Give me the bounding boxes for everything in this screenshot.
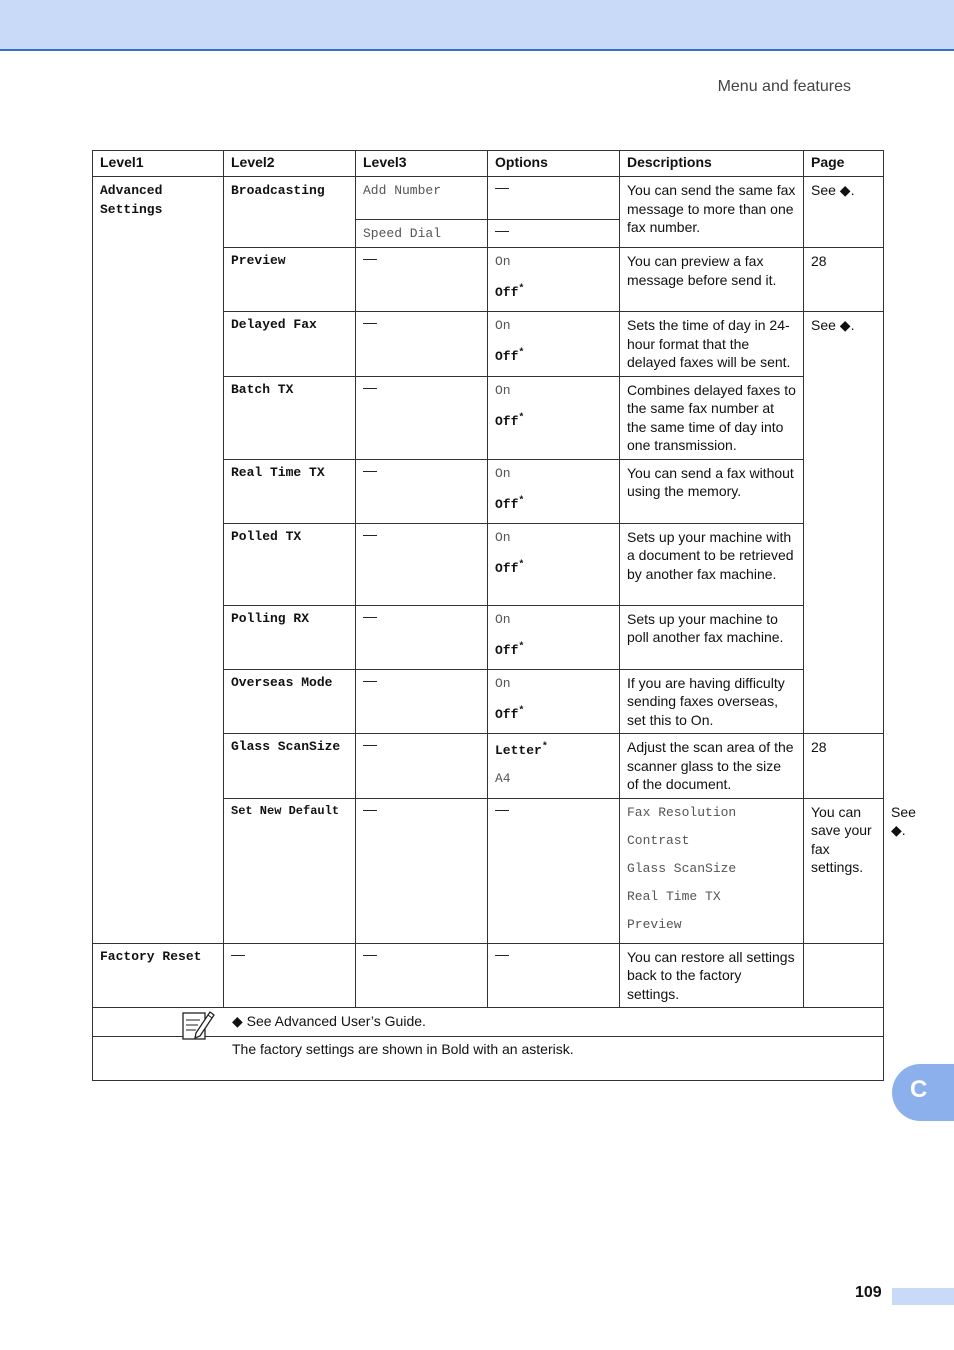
menu-table [92, 150, 916, 1081]
col-header: Level2 [224, 151, 356, 177]
level3-add-number: Add Number [363, 183, 442, 198]
level1-set-new-default: Set New Default [231, 803, 340, 818]
col-header: Level3 [356, 151, 488, 177]
level2-overseas-mode: Overseas Mode [231, 674, 333, 690]
col-header: Page [804, 151, 884, 177]
table-row [93, 943, 884, 1008]
page-glass-scansize: 28 [811, 739, 827, 755]
option-on: On [495, 529, 511, 545]
page-number: 109 [855, 1284, 882, 1301]
level2-polling-rx: Polling RX [231, 610, 310, 626]
default-asterisk: * [518, 705, 525, 717]
option-off-text: Off [495, 285, 519, 300]
desc-glass-scansize: Adjust the scan area of the scanner glass to the size of the document. [627, 739, 794, 792]
desc-broadcasting: You can send the same fax message to more than one fax number. [627, 182, 796, 235]
option-off-default [495, 405, 612, 436]
level3-dash: — [363, 945, 377, 962]
option-off-text: Off [495, 496, 519, 512]
note-row [93, 1037, 884, 1081]
page-number-bar [892, 1288, 954, 1305]
option-contrast: Contrast [627, 832, 690, 848]
desc-preview: You can preview a fax message before send it. [627, 253, 777, 288]
page-set-new-default: See ◆. [891, 803, 916, 838]
note-text: The factory settings are shown in Bold with an asterisk. [232, 1041, 574, 1057]
level3-dash: — [363, 671, 377, 688]
col-header: Descriptions [620, 151, 804, 177]
level3-dash: — [363, 525, 377, 542]
page-preview: 28 [811, 253, 827, 269]
option-on: On [495, 254, 511, 269]
col-header: Level1 [93, 151, 224, 177]
option-off-text: Off [495, 413, 519, 429]
option-off-default [495, 488, 612, 519]
desc-set-new-default: You can save your fax settings. [811, 803, 872, 875]
level3-dash: — [363, 250, 377, 266]
option-off-default [495, 340, 612, 371]
level3-dash: — [363, 378, 377, 395]
level3-dash: — [363, 607, 377, 624]
footnote-advanced-guide: ◆ See Advanced User’s Guide. [232, 1013, 426, 1029]
page-delayed-fax: See ◆. [811, 317, 855, 333]
desc-polled-tx: Sets up your machine with a document to be retrieved by another fax machine. [627, 528, 794, 582]
option-fax-resolution: Fax Resolution [627, 804, 737, 820]
option-off-default [495, 276, 612, 307]
options-dash: — [495, 222, 509, 238]
table-row [93, 177, 884, 220]
option-on: On [495, 382, 511, 398]
option-glass-scansize: Glass ScanSize [627, 860, 737, 876]
level3-dash: — [495, 800, 509, 817]
default-asterisk: * [518, 641, 525, 653]
chapter-tab [892, 1064, 954, 1121]
default-asterisk: * [518, 412, 525, 424]
option-off-text: Off [495, 642, 519, 658]
level2-dash: — [231, 945, 245, 962]
level1-advanced-settings: Advanced Settings [100, 183, 163, 217]
options-dash: — [495, 945, 509, 962]
col-header: Options [488, 151, 620, 177]
level2-polled-tx: Polled TX [231, 528, 302, 544]
level2-glass-scansize: Glass ScanSize [231, 739, 341, 754]
level2-dash: — [363, 800, 377, 817]
chapter-letter: C [910, 1076, 928, 1103]
table-header-row [93, 151, 884, 177]
desc-overseas-mode: If you are having difficulty sending faxes overseas, set this to On. [627, 674, 785, 728]
option-preview: Preview [627, 916, 682, 932]
running-title: Menu and features [717, 78, 851, 95]
option-off-default [495, 634, 612, 665]
option-on: On [495, 318, 511, 333]
option-off-text: Off [495, 349, 519, 364]
option-off-default [495, 552, 612, 583]
option-a4: A4 [495, 771, 511, 786]
default-asterisk: * [518, 559, 525, 571]
header-band [0, 0, 954, 51]
desc-batch-tx: Combines delayed faxes to the same fax number at the same time of day into one transmission. [627, 381, 796, 453]
level3-dash: — [363, 314, 377, 330]
default-asterisk: * [518, 348, 525, 359]
option-letter-text: Letter [495, 743, 542, 758]
page-broadcasting: See ◆. [811, 182, 855, 198]
option-on: On [495, 611, 511, 627]
default-asterisk: * [518, 495, 525, 507]
option-on: On [495, 465, 511, 481]
default-asterisk: * [541, 742, 548, 753]
option-off-text: Off [495, 560, 519, 576]
note-pencil-icon [182, 1007, 216, 1041]
desc-real-time-tx: You can send a fax without using the memory. [627, 464, 794, 499]
level2-batch-tx: Batch TX [231, 381, 294, 397]
default-asterisk: * [518, 284, 525, 295]
option-real-time-tx: Real Time TX [627, 888, 721, 904]
desc-factory-reset: You can restore all settings back to the factory settings. [627, 948, 795, 1002]
option-letter-default [495, 734, 612, 765]
level2-delayed-fax: Delayed Fax [231, 317, 317, 332]
level1-factory-reset: Factory Reset [100, 948, 202, 964]
options-dash: — [495, 179, 509, 195]
desc-polling-rx: Sets up your machine to poll another fax machine. [627, 610, 784, 645]
option-on: On [495, 675, 511, 691]
option-off-default [495, 698, 612, 729]
desc-delayed-fax: Sets the time of day in 24-hour format that the delayed faxes will be sent. [627, 317, 791, 370]
level3-speed-dial: Speed Dial [363, 226, 442, 241]
level2-preview: Preview [231, 253, 286, 268]
option-off-text: Off [495, 706, 519, 722]
level2-real-time-tx: Real Time TX [231, 464, 325, 480]
level3-dash: — [363, 736, 377, 752]
level3-dash: — [363, 461, 377, 478]
level2-broadcasting: Broadcasting [231, 183, 325, 198]
